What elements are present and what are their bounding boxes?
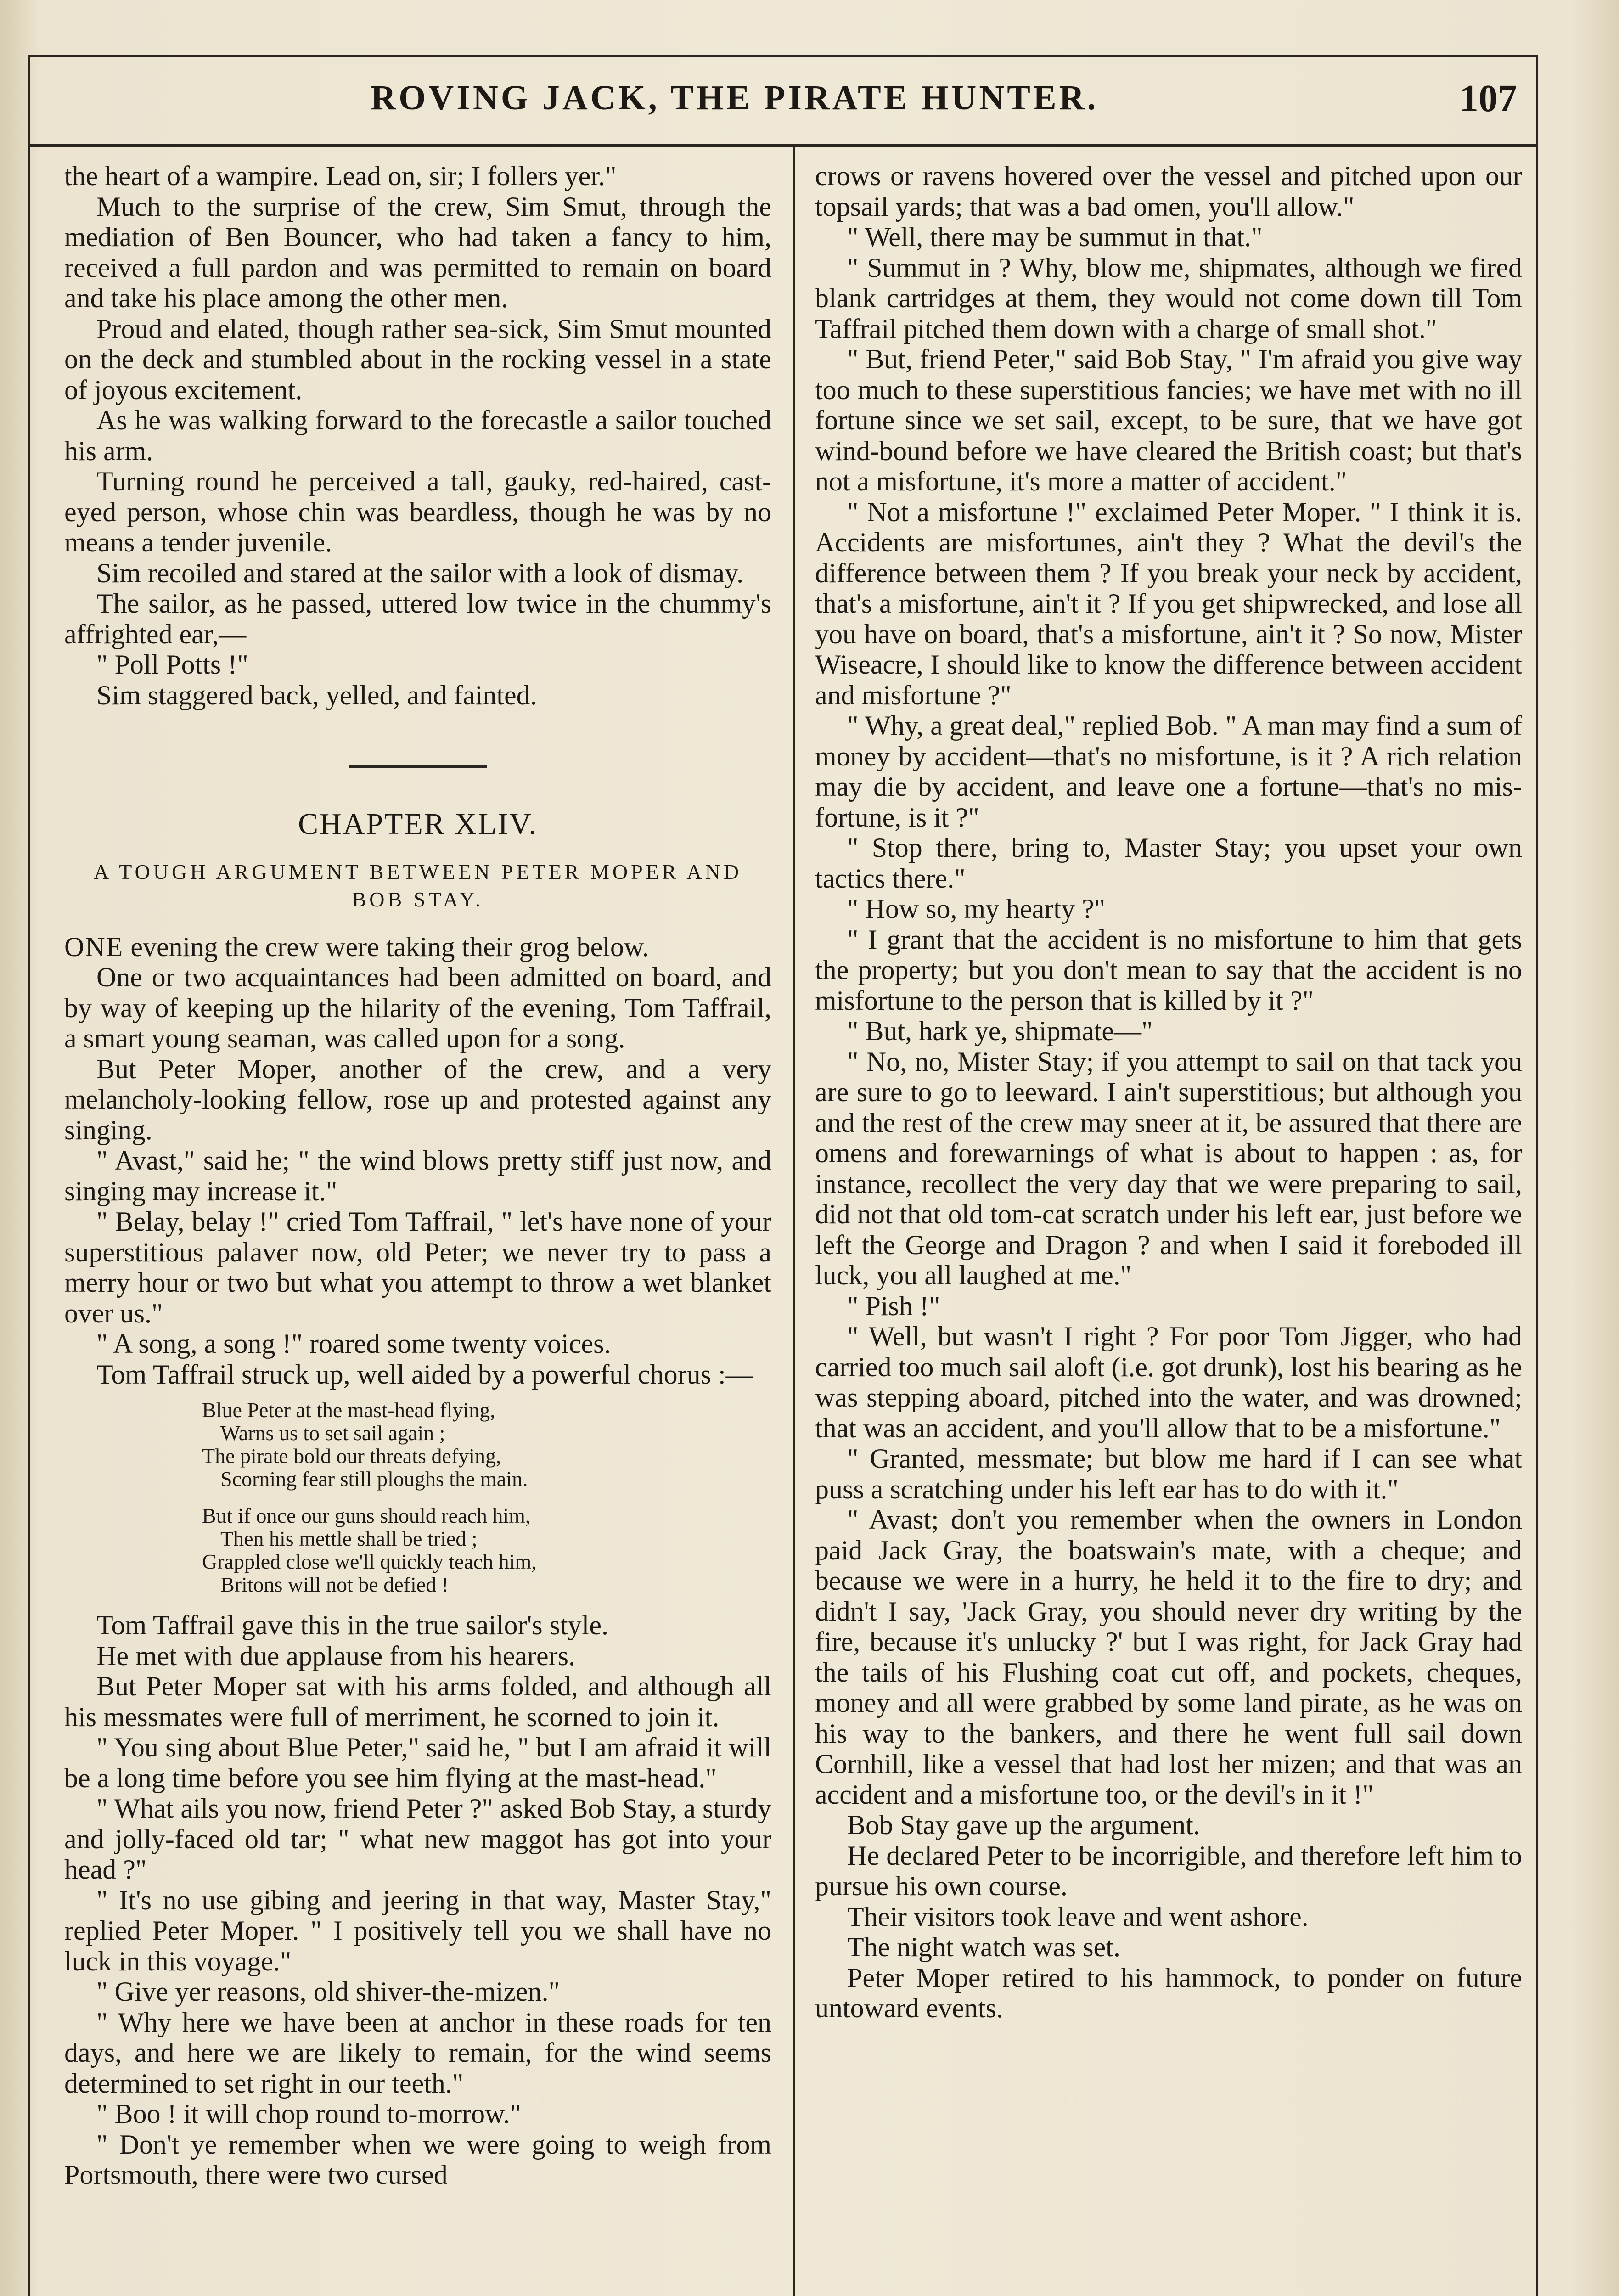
song-line: Grappled close we'll quickly teach him, bbox=[202, 1550, 537, 1573]
paragraph: " But, friend Peter," said Bob Stay, " I'm afraid you give way too much to these superstitious fancies; we have met with no ill fortune since we set sail, except, to be sure, that we have got wind-bound before we have cleared the British coast; but that's not a misfortune, it's more a matter of accident." bbox=[815, 344, 1522, 496]
chapter-title: CHAPTER XLIV. bbox=[298, 807, 538, 841]
paragraph: Bob Stay gave up the argument. bbox=[847, 1810, 1200, 1840]
paragraph: Sim recoiled and stared at the sailor with a look of dismay. bbox=[96, 557, 744, 588]
paragraph: But Peter Moper sat with his arms folded, and although all his messmates were full of merriment, he scorned to join it. bbox=[64, 1671, 771, 1732]
paragraph: crows or ravens hovered over the vessel and pitched upon our topsail yards; that was a bad omen, you'll allow." bbox=[815, 161, 1522, 222]
opening-text: evening the crew were taking their grog below. bbox=[124, 931, 649, 962]
section-rule bbox=[349, 765, 487, 768]
paragraph: " But, hark ye, shipmate—" bbox=[847, 1016, 1153, 1046]
paragraph: " Well, there may be summut in that." bbox=[847, 222, 1263, 252]
paragraph: " Belay, belay !" cried Tom Taffrail, " let's have none of your superstitious palaver now, old Peter; we never try to pass a merry hour or two but what you attempt to throw a wet blanket over us." bbox=[64, 1206, 771, 1328]
paragraph: But Peter Moper, another of the crew, and a very melancholy-looking fellow, rose up and protested against any singing. bbox=[64, 1053, 771, 1145]
column-divider bbox=[793, 147, 795, 2296]
right-column bbox=[815, 161, 1522, 2024]
paragraph: " Give yer reasons, old shiver-the-mizen." bbox=[96, 1976, 560, 2007]
paragraph: As he was walking forward to the forecastle a sailor touched his arm. bbox=[64, 405, 771, 466]
paragraph: " Why, a great deal," replied Bob. " A man may find a sum of money by accident—that's no misfortune, is it ? A rich relation may die by accident, and leave one a fortune—that's no mis-fortune, is it ?" bbox=[815, 710, 1522, 833]
paragraph: " Not a misfortune !" exclaimed Peter Moper. " I think it is. Accidents are misfortunes, ain't they ? What the devil's the difference between them ? If you break your neck by accident, that's a misfortune, ain't it ? If you get shipwrecked, and lose all you have on board, that's a misfortune, ain't it ? So now, Mister Wiseacre, I should like to know the difference between accident and misfortune ?" bbox=[815, 496, 1522, 710]
song-line: Blue Peter at the mast-head flying, bbox=[202, 1398, 495, 1422]
paragraph: Proud and elated, though rather sea-sick, Sim Smut mounted on the deck and stumbled about in the rocking vessel in a state of joyous excitement. bbox=[64, 313, 771, 405]
paragraph: He met with due applause from his hearers. bbox=[96, 1640, 575, 1671]
chapter-subtitle: A TOUGH ARGUMENT BETWEEN PETER MOPER AND BOB STAY. bbox=[93, 860, 742, 911]
song-line: Scorning fear still ploughs the main. bbox=[220, 1467, 528, 1491]
song-line: Warns us to set sail again ; bbox=[220, 1421, 445, 1445]
left-column bbox=[64, 161, 771, 2190]
paragraph: " Stop there, bring to, Master Stay; you upset your own tactics there." bbox=[815, 833, 1522, 894]
page-number: 107 bbox=[1459, 77, 1517, 120]
song-line: Britons will not be defied ! bbox=[220, 1573, 449, 1596]
paragraph: " No, no, Mister Stay; if you attempt to sail on that tack you are sure to go to leeward. I ain't superstitious; but although you and the rest of the crew may sneer at it, be assured that there are omens and forewarnings of what is about to happen : as, for instance, recollect the very day that we were preparing to sail, did not that old tom-cat scratch under his left ear, just before we left the George and Dragon ? and when I said it foreboded ill luck, you all laughed at me." bbox=[815, 1046, 1522, 1290]
paragraph: Their visitors took leave and went ashore. bbox=[847, 1901, 1309, 1932]
paragraph: " It's no use gibing and jeering in that way, Master Stay," replied Peter Moper. " I positively tell you we shall have no luck in this voyage." bbox=[64, 1885, 771, 1976]
paragraph: " Don't ye remember when we were going to weigh from Portsmouth, there were two cursed bbox=[64, 2129, 771, 2190]
paragraph: " Poll Potts !" bbox=[96, 649, 248, 680]
song-line: The pirate bold our threats defying, bbox=[202, 1444, 501, 1468]
paragraph: the heart of a wampire. Lead on, sir; I follers yer." bbox=[64, 161, 617, 191]
opening-first-word: ONE bbox=[64, 931, 124, 962]
paragraph: " How so, my hearty ?" bbox=[847, 894, 1106, 924]
song-line: But if once our guns should reach him, bbox=[202, 1504, 531, 1527]
paragraph: " Avast," said he; " the wind blows pretty stiff just now, and singing may increase it." bbox=[64, 1145, 771, 1206]
paragraph: " You sing about Blue Peter," said he, " but I am afraid it will be a long time before you see him flying at the mast-head." bbox=[64, 1732, 771, 1793]
song-stanza bbox=[202, 1504, 771, 1596]
paragraph: " Summut in ? Why, blow me, shipmates, although we fired blank cartridges at them, they would not come down till Tom Taffrail pitched them down with a charge of small shot." bbox=[815, 252, 1522, 344]
running-title: ROVING JACK, THE PIRATE HUNTER. bbox=[371, 79, 1099, 117]
song-line: Then his mettle shall be tried ; bbox=[220, 1527, 478, 1550]
paragraph: Sim staggered back, yelled, and fainted. bbox=[96, 680, 537, 710]
paragraph: Tom Taffrail struck up, well aided by a powerful chorus :— bbox=[96, 1359, 753, 1390]
chapter-opening bbox=[64, 932, 771, 962]
paragraph: The night watch was set. bbox=[847, 1932, 1120, 1962]
paragraph: " Pish !" bbox=[847, 1290, 940, 1321]
paragraph: " What ails you now, friend Peter ?" asked Bob Stay, a sturdy and jolly-faced old tar; " what new maggot has got into your head ?" bbox=[64, 1793, 771, 1885]
paragraph: " Well, but wasn't I right ? For poor Tom Jigger, who had carried too much sail aloft (i.e. got drunk), lost his bearing as he was stepping aboard, pitched into the water, and was drowned; that was an accident, and you'll allow that to be a misfortune." bbox=[815, 1321, 1522, 1443]
paragraph: Turning round he perceived a tall, gauky, red-haired, cast-eyed person, whose chin was beardless, though he was by no means a tender juvenile. bbox=[64, 466, 771, 557]
song-verse bbox=[202, 1399, 771, 1596]
paragraph: Tom Taffrail gave this in the true sailor's style. bbox=[96, 1610, 608, 1640]
paragraph: Peter Moper retired to his hammock, to ponder on future untoward events. bbox=[815, 1962, 1522, 2023]
paragraph: " Why here we have been at anchor in these roads for ten days, and here we are likely to remain, for the wind seems determined to set right in our teeth." bbox=[64, 2007, 771, 2099]
song-stanza bbox=[202, 1399, 771, 1491]
paragraph: " A song, a song !" roared some twenty voices. bbox=[96, 1328, 611, 1359]
running-header bbox=[28, 55, 1538, 147]
paragraph: " I grant that the accident is no misfortune to him that gets the property; but you don't mean to say that the accident is no misfortune to the person that is killed by it ?" bbox=[815, 924, 1522, 1016]
paragraph: Much to the surprise of the crew, Sim Smut, through the mediation of Ben Bouncer, who had taken a fancy to him, received a full pardon and was permitted to remain on board and take his place among the other men. bbox=[64, 191, 771, 313]
paragraph: He declared Peter to be incorrigible, and therefore left him to pursue his own course. bbox=[815, 1840, 1522, 1901]
paragraph: " Avast; don't you remember when the owners in London paid Jack Gray, the boatswain's mate, with a cheque; and because we were in a hurry, he held it to the fire to dry; and didn't I say, 'Jack Gray, you should never dry writing by the fire, because it's unlucky ?' but I was right, for Jack Gray had the tails of his Flushing coat cut off, and pockets, cheques, money and all were grabbed by some land pirate, as he was on his way to the bankers, and there he went full sail down Cornhill, like a vessel that had lost her mizen; and that was an accident and a misfortune too, or the devil's in it !" bbox=[815, 1504, 1522, 1810]
paragraph: " Granted, messmate; but blow me hard if I can see what puss a scratching under his left ear has to do with it." bbox=[815, 1443, 1522, 1504]
paragraph: The sailor, as he passed, uttered low twice in the chummy's affrighted ear,— bbox=[64, 588, 771, 649]
paragraph: " Boo ! it will chop round to-morrow." bbox=[96, 2099, 521, 2129]
paragraph: One or two acquaintances had been admitted on board, and by way of keeping up the hilarity of the evening, Tom Taffrail, a smart young seaman, was called upon for a song. bbox=[64, 962, 771, 1053]
